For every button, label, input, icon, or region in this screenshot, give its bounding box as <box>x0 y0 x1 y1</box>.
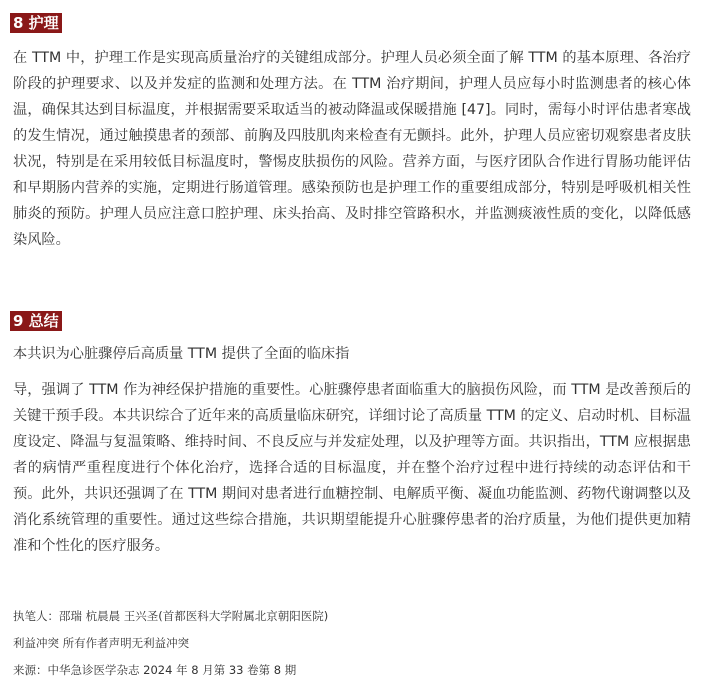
section-9-intro: 本共识为心脏骤停后高质量 TTM 提供了全面的临床指 <box>13 346 350 362</box>
source-line: 来源：中华急诊医学杂志 2024 年 8 月第 33 卷第 8 期 <box>13 663 297 677</box>
section-9-heading: 9 总结 <box>10 311 62 331</box>
section-8-body: 在 TTM 中，护理工作是实现高质量治疗的关键组成部分。护理人员必须全面了解 TTM 的基本原理、各治疗阶段的护理要求、以及并发症的监测和处理方法。在 TTM 治疗期间，护理人员应每小时监测患者的核心体温，确保其达到目标温度，并根据需要采取适当的被动降温或保暖措施 [47]。同时，需每小时评估患者寒战的发生情况，通过触摸患者的颈部、前胸及四肢肌肉来检查有无颤抖。此外，护理人员应密切观察患者皮肤状况，特别是在采用较低目标温度时，警惕皮肤损伤的风险。营养方面，与医疗团队合作进行胃肠功能评估和早期肠内营养的实施，定期进行肠道管理。感染预防也是护理工作的重要组成部分，特别是呼吸机相关性肺炎的预防。护理人员应注意口腔护理、床头抬高、及时排空管路积水，并监测痰液性质的变化，以降低感染风险。 <box>13 50 691 248</box>
conflict-of-interest-line: 利益冲突 所有作者声明无利益冲突 <box>13 636 190 650</box>
section-9-body: 导，强调了 TTM 作为神经保护措施的重要性。心脏骤停患者面临重大的脑损伤风险，而 TTM 是改善预后的关键干预手段。本共识综合了近年来的高质量临床研究，详细讨论了高质量 TTM 的定义、启动时机、目标温度设定、降温与复温策略、维持时间、不良反应与并发症处理，以及护理等方面。共识指出，TTM 应根据患者的病情严重程度进行个体化治疗，选择合适的目标温度，并在整个治疗过程中进行持续的动态评估和干预。此外，共识还强调了在 TTM 期间对患者进行血糖控制、电解质平衡、凝血功能监测、药物代谢调整以及消化系统管理的重要性。通过这些综合措施，共识期望能提升心脏骤停患者的治疗质量，为他们提供更加精准和个性化的医疗服务。 <box>13 382 691 554</box>
section-8-heading: 8 护理 <box>10 13 62 33</box>
authors-line: 执笔人：邵瑞 杭晨晨 王兴圣(首都医科大学附属北京朝阳医院) <box>13 609 329 623</box>
